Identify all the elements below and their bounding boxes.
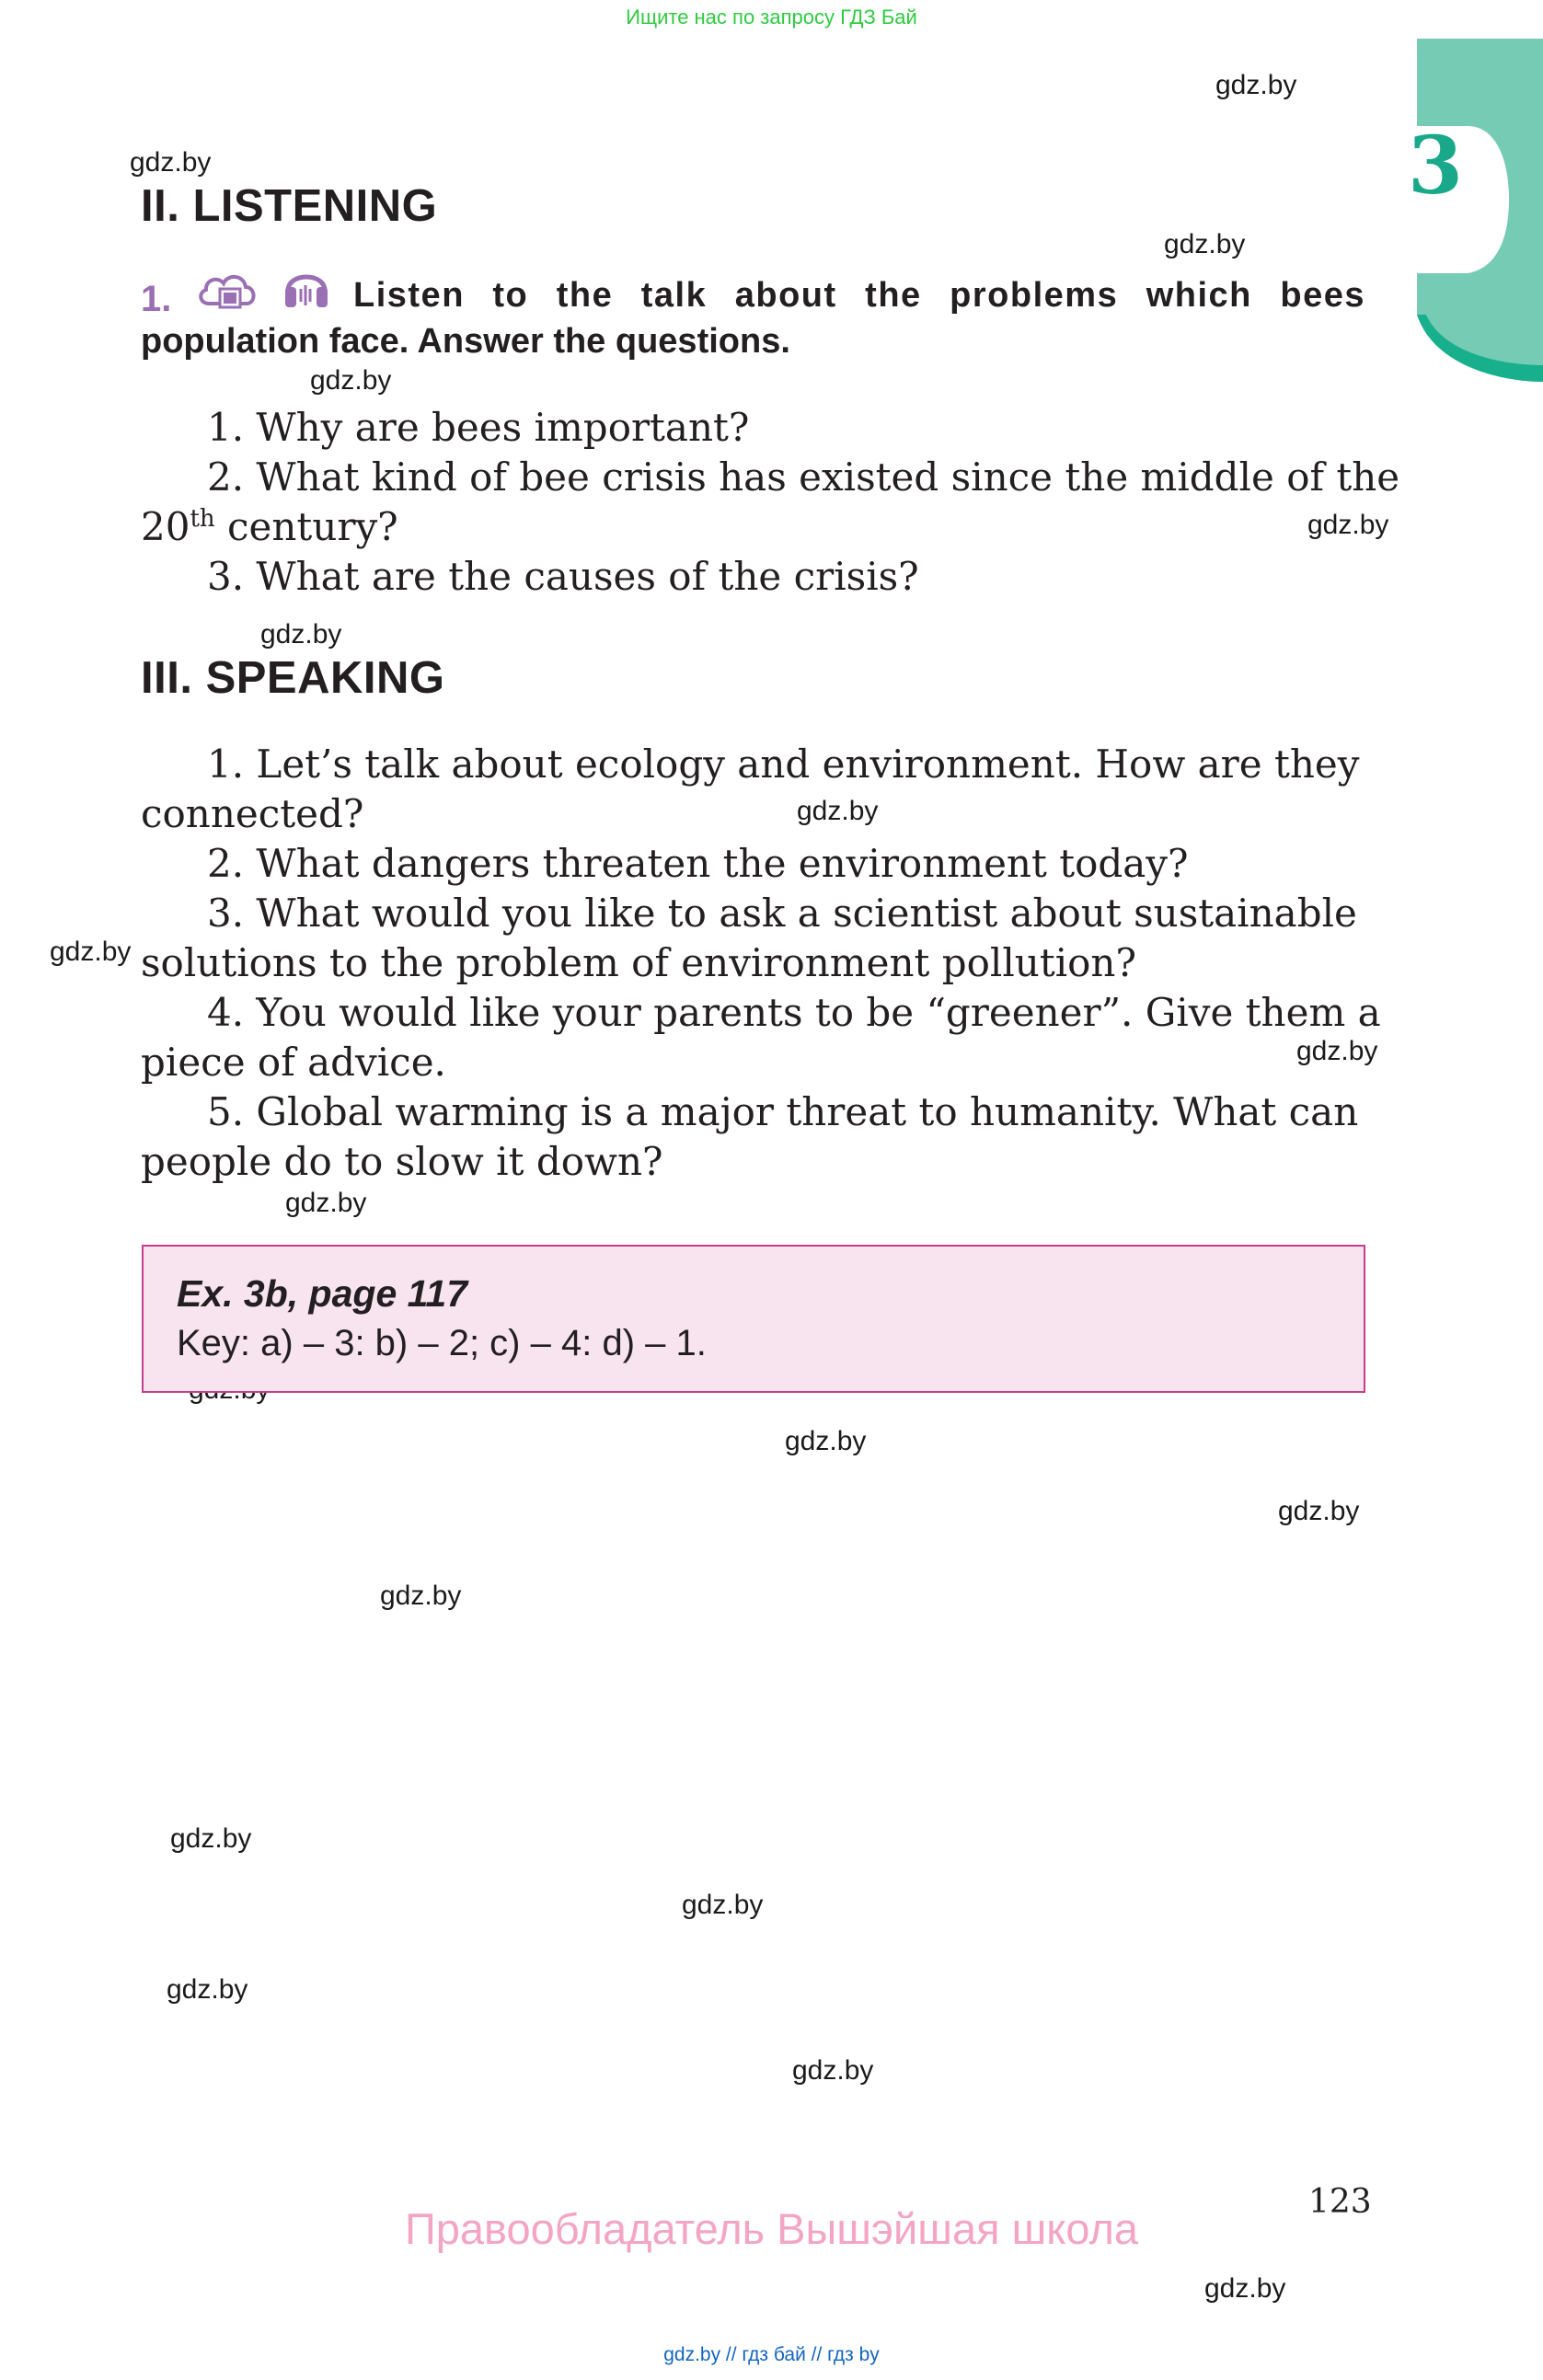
watermark: gdz.by — [1164, 229, 1246, 259]
speaking-line: 1. Let’s talk about ecology and environment. How are they — [207, 742, 1360, 787]
question-1: 1. Why are bees important? — [207, 405, 750, 450]
task-number: 1. — [141, 279, 172, 319]
cloud-download-icon — [194, 267, 262, 313]
task-instruction-line2: population face. Answer the questions. — [141, 322, 790, 361]
answer-key-text: Key: a) – 3: b) – 2; c) – 4: d) – 1. — [177, 1323, 707, 1363]
watermark: gdz.by — [797, 796, 879, 826]
watermark: gdz.by — [167, 1974, 248, 2005]
watermark: gdz.by — [260, 619, 342, 650]
watermark: gdz.by — [785, 1426, 867, 1456]
speaking-line: piece of advice. — [141, 1040, 446, 1085]
watermark: gdz.by — [1307, 510, 1389, 540]
watermark: gdz.by — [50, 937, 132, 967]
watermark: gdz.by — [130, 147, 212, 178]
watermark: gdz.by — [285, 1188, 367, 1218]
section-title-speaking: III. SPEAKING — [141, 653, 445, 703]
answer-key-box — [142, 1245, 1365, 1393]
chapter-number: 3 — [1408, 120, 1463, 213]
speaking-line: people do to slow it down? — [141, 1139, 663, 1184]
question-2: 2. What kind of bee crisis has existed since the middle of the — [207, 454, 1400, 500]
watermark: gdz.by — [682, 1890, 764, 1920]
section-title-listening: II. LISTENING — [141, 181, 438, 231]
speaking-line: 2. What dangers threaten the environment today? — [207, 841, 1189, 886]
watermark: gdz.by — [1278, 1496, 1360, 1526]
watermark: gdz.by — [1215, 70, 1297, 100]
headphones-icon — [281, 261, 332, 313]
watermark: gdz.by — [310, 365, 392, 396]
watermark: gdz.by — [1204, 2273, 1286, 2304]
question-3: 3. What are the causes of the crisis? — [207, 554, 919, 599]
watermark: gdz.by — [170, 1823, 252, 1854]
watermark: gdz.by — [792, 2055, 874, 2086]
top-banner: Ищите нас по запросу ГДЗ Бай — [626, 6, 917, 29]
question-2-continued: 20th century? — [141, 504, 398, 549]
speaking-line: 5. Global warming is a major threat to humanity. What can — [207, 1089, 1359, 1134]
page-number: 123 — [1308, 2183, 1372, 2221]
speaking-line: 4. You would like your parents to be “greener”. Give them a — [207, 990, 1381, 1035]
answer-key-title: Ex. 3b, page 117 — [177, 1272, 468, 1315]
task-instruction-line1: Listen to the talk about the problems which bees — [353, 276, 1365, 315]
watermark: gdz.by — [380, 1581, 462, 1611]
watermark: gdz.by — [1296, 1036, 1378, 1066]
speaking-line: 3. What would you like to ask a scientist about sustainable — [207, 891, 1357, 936]
speaking-line: connected? — [141, 791, 364, 836]
speaking-line: solutions to the problem of environment pollution? — [141, 940, 1136, 985]
bottom-banner: gdz.by // гдз бай // гдз by — [663, 2344, 880, 2365]
rights-holder: Правообладатель Вышэйшая школа — [404, 2204, 1139, 2253]
